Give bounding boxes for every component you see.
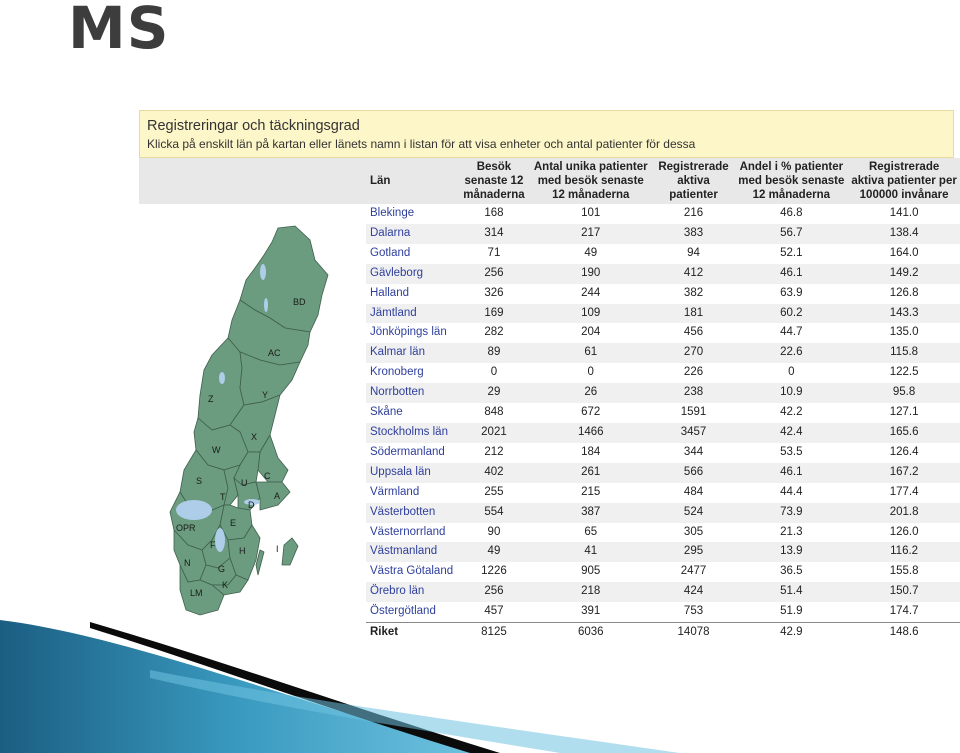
visits-cell: 256: [459, 582, 529, 602]
table-header-row: [366, 158, 960, 204]
table-row[interactable]: [366, 443, 960, 463]
map-label-a[interactable]: A: [274, 491, 281, 501]
table-row[interactable]: [366, 284, 960, 304]
share-percent-cell: 44.4: [780, 485, 803, 498]
info-banner: [139, 110, 954, 158]
county-name-link[interactable]: Östergötland: [370, 605, 436, 618]
map-label-opr[interactable]: OPR: [176, 523, 196, 533]
table-row[interactable]: [366, 423, 960, 443]
county-name-link[interactable]: Kronoberg: [370, 366, 424, 379]
active-patients-cell: 216: [683, 207, 704, 219]
banner-instruction: Klicka på enskilt län på kartan eller länets namn i listan för att visa enheter och antal patienter för dessa: [147, 137, 696, 151]
share-percent-cell: 51.9: [780, 605, 803, 618]
visits-cell: 2021: [459, 423, 529, 443]
unique-patients-cell: 672: [581, 406, 601, 419]
sweden-county-map[interactable]: [160, 220, 365, 620]
share-percent-cell: 46.1: [735, 463, 849, 483]
visits-cell: 457: [484, 605, 504, 618]
unique-patients-cell: 204: [581, 326, 601, 339]
active-patients-cell: 344: [683, 445, 704, 458]
share-percent-cell: 0: [788, 366, 795, 379]
per-100000-cell: 155.8: [889, 565, 919, 578]
active-patients-cell: 382: [683, 286, 704, 299]
county-name-link[interactable]: Västerbotten: [366, 503, 459, 523]
total-label: Riket: [366, 623, 459, 642]
active-patients-cell: 305: [683, 525, 704, 538]
county-name-link[interactable]: Skåne: [370, 406, 403, 419]
map-label-ac[interactable]: AC: [268, 348, 281, 358]
share-percent-cell: 42.4: [735, 423, 849, 443]
unique-patients-cell: 65: [584, 525, 598, 538]
header-visits[interactable]: Besök senaste 12 månaderna: [459, 158, 529, 204]
header-active-patients[interactable]: Registrerade aktiva patienter: [653, 158, 735, 204]
active-patients-cell: 270: [653, 343, 735, 363]
unique-patients-cell: 61: [529, 343, 653, 363]
table-row[interactable]: [366, 304, 960, 324]
unique-patients-cell: 184: [581, 445, 601, 458]
banner-title: Registreringar och täckningsgrad: [147, 118, 360, 134]
share-percent-cell: 51.4: [735, 582, 849, 602]
share-percent-cell: 52.1: [780, 246, 803, 259]
unique-patients-cell: 218: [529, 582, 653, 602]
visits-cell: 282: [484, 326, 504, 339]
unique-patients-cell: 391: [581, 605, 601, 618]
table-row[interactable]: [366, 463, 960, 483]
map-label-f[interactable]: F: [210, 540, 216, 550]
active-patients-cell: 1591: [680, 406, 707, 419]
active-patients-cell: 94: [687, 246, 700, 259]
county-name-link[interactable]: Norrbotten: [366, 383, 459, 403]
county-name-link[interactable]: Värmland: [370, 485, 420, 498]
unique-patients-cell: 261: [529, 463, 653, 483]
share-percent-cell: 56.7: [735, 224, 849, 244]
table-row[interactable]: [366, 343, 960, 363]
share-percent-cell: 13.9: [735, 542, 849, 562]
active-patients-cell: 566: [653, 463, 735, 483]
lake-vanern: [176, 500, 212, 520]
map-label-h[interactable]: H: [239, 546, 246, 556]
county-name-link[interactable]: Jämtland: [366, 304, 459, 324]
visits-cell: 554: [459, 503, 529, 523]
unique-patients-cell: 190: [529, 264, 653, 284]
visits-cell: 0: [490, 366, 498, 379]
table-row[interactable]: [366, 542, 960, 562]
table-row[interactable]: [366, 244, 960, 264]
unique-patients-cell: 0: [587, 366, 594, 379]
decorative-swoosh: [0, 600, 960, 753]
unique-patients-cell: 41: [529, 542, 653, 562]
active-patients-cell: 424: [653, 582, 735, 602]
visits-cell: 71: [487, 246, 501, 259]
active-patients-cell: 2477: [680, 565, 707, 578]
map-label-s[interactable]: S: [196, 476, 203, 486]
table-row[interactable]: [366, 503, 960, 523]
active-patients-cell: 226: [683, 366, 704, 379]
visits-cell: 402: [459, 463, 529, 483]
per-100000-cell: 141.0: [889, 207, 919, 219]
table-row[interactable]: [366, 523, 960, 543]
active-patients-cell: 383: [653, 224, 735, 244]
map-label-e[interactable]: E: [230, 518, 237, 528]
per-100000-cell: 115.8: [848, 343, 960, 363]
unique-patients-cell: 244: [581, 286, 601, 299]
per-100000-cell: 138.4: [848, 224, 960, 244]
map-label-u[interactable]: U: [241, 478, 248, 488]
map-label-x[interactable]: X: [251, 432, 258, 442]
per-100000-cell: 116.2: [848, 542, 960, 562]
table-row[interactable]: [366, 483, 960, 503]
unique-patients-cell: 1466: [529, 423, 653, 443]
visits-cell: 168: [484, 207, 504, 219]
county-name-link[interactable]: Blekinge: [370, 207, 415, 219]
share-percent-cell: 46.8: [780, 207, 803, 219]
table-row[interactable]: [366, 323, 960, 343]
header-per-100000[interactable]: Registrerade aktiva patienter per 100000 invånare: [848, 158, 960, 204]
county-name-link[interactable]: Örebro län: [366, 582, 459, 602]
county-name-link[interactable]: Gotland: [370, 246, 411, 259]
table-row[interactable]: [366, 562, 960, 582]
table-header-spacer: [139, 158, 366, 204]
map-label-d[interactable]: D: [248, 500, 255, 510]
total-unique-patients: 6036: [529, 623, 653, 642]
county-name-link[interactable]: Västra Götaland: [370, 565, 454, 578]
active-patients-cell: 295: [653, 542, 735, 562]
per-100000-cell: 165.6: [848, 423, 960, 443]
map-region-i[interactable]: [282, 538, 298, 565]
share-percent-cell: 10.9: [735, 383, 849, 403]
unique-patients-cell: 905: [581, 565, 601, 578]
unique-patients-cell: 387: [529, 503, 653, 523]
per-100000-cell: 167.2: [848, 463, 960, 483]
table-row[interactable]: [366, 224, 960, 244]
active-patients-cell: 412: [653, 264, 735, 284]
visits-cell: 169: [459, 304, 529, 324]
visits-cell: 256: [459, 264, 529, 284]
per-100000-cell: 201.8: [848, 503, 960, 523]
active-patients-cell: 524: [653, 503, 735, 523]
share-percent-cell: 63.9: [780, 286, 803, 299]
county-name-link[interactable]: Kalmar län: [366, 343, 459, 363]
map-region-a[interactable]: [256, 482, 290, 510]
header-unique-patients[interactable]: Antal unika patienter med besök senaste 12 månaderna: [529, 158, 653, 204]
per-100000-cell: 122.5: [889, 366, 919, 379]
share-percent-cell: 46.1: [735, 264, 849, 284]
header-lan[interactable]: Län: [366, 158, 459, 204]
county-name-link[interactable]: Västernorrland: [370, 525, 446, 538]
lake-storsjon: [219, 372, 225, 384]
unique-patients-cell: 217: [529, 224, 653, 244]
map-label-k[interactable]: K: [222, 580, 229, 590]
visits-cell: 314: [459, 224, 529, 244]
map-label-g[interactable]: G: [218, 564, 226, 574]
county-name-link[interactable]: Halland: [370, 286, 409, 299]
share-percent-cell: 60.2: [735, 304, 849, 324]
visits-cell: 848: [484, 406, 504, 419]
active-patients-cell: 753: [683, 605, 704, 618]
active-patients-cell: 484: [683, 485, 704, 498]
map-label-lm[interactable]: LM: [190, 588, 203, 598]
per-100000-cell: 95.8: [848, 383, 960, 403]
share-percent-cell: 22.6: [735, 343, 849, 363]
visits-cell: 29: [459, 383, 529, 403]
map-label-n[interactable]: N: [184, 558, 191, 568]
visits-cell: 49: [459, 542, 529, 562]
registration-table: [366, 158, 960, 641]
total-active-patients: 14078: [653, 623, 735, 642]
share-percent-cell: 44.7: [780, 326, 803, 339]
unique-patients-cell: 26: [529, 383, 653, 403]
per-100000-cell: 177.4: [889, 485, 919, 498]
total-share-percent: 42.9: [735, 623, 849, 642]
visits-cell: 212: [484, 445, 504, 458]
lake-vattern: [215, 528, 225, 552]
county-name-link[interactable]: Stockholms län: [366, 423, 459, 443]
per-100000-cell: 126.4: [889, 445, 919, 458]
active-patients-cell: 3457: [653, 423, 735, 443]
per-100000-cell: 135.0: [889, 326, 919, 339]
per-100000-cell: 126.0: [889, 525, 919, 538]
visits-cell: 89: [459, 343, 529, 363]
per-100000-cell: 164.0: [889, 246, 919, 259]
per-100000-cell: 126.8: [889, 286, 919, 299]
share-percent-cell: 21.3: [780, 525, 803, 538]
header-share-percent[interactable]: Andel i % patienter med besök senaste 12 månaderna: [735, 158, 849, 204]
lake-north-2: [264, 298, 268, 312]
table-row[interactable]: [366, 403, 960, 423]
county-name-link[interactable]: Dalarna: [366, 224, 459, 244]
per-100000-cell: 143.3: [848, 304, 960, 324]
per-100000-cell: 127.1: [889, 406, 919, 419]
per-100000-cell: 150.7: [848, 582, 960, 602]
map-label-y[interactable]: Y: [262, 390, 269, 400]
map-label-w[interactable]: W: [212, 445, 221, 455]
county-name-link[interactable]: Västmanland: [366, 542, 459, 562]
total-visits: 8125: [459, 623, 529, 642]
map-label-t[interactable]: T: [220, 492, 226, 502]
visits-cell: 326: [484, 286, 504, 299]
county-name-link[interactable]: Uppsala län: [366, 463, 459, 483]
unique-patients-cell: 101: [581, 207, 601, 219]
table-row[interactable]: [366, 264, 960, 284]
active-patients-cell: 181: [653, 304, 735, 324]
per-100000-cell: 149.2: [848, 264, 960, 284]
share-percent-cell: 73.9: [735, 503, 849, 523]
share-percent-cell: 42.2: [780, 406, 803, 419]
active-patients-cell: 238: [653, 383, 735, 403]
share-percent-cell: 36.5: [780, 565, 803, 578]
per-100000-cell: 174.7: [889, 605, 919, 618]
share-percent-cell: 53.5: [780, 445, 803, 458]
table-row[interactable]: [366, 363, 960, 383]
lake-north-1: [260, 264, 266, 280]
visits-cell: 1226: [481, 565, 507, 578]
unique-patients-cell: 49: [584, 246, 598, 259]
total-per-100000: 148.6: [848, 623, 960, 642]
map-label-bd[interactable]: BD: [293, 297, 306, 307]
slide-title: MS: [68, 0, 170, 62]
map-label-z[interactable]: Z: [208, 394, 214, 404]
visits-cell: 255: [484, 485, 504, 498]
active-patients-cell: 456: [683, 326, 704, 339]
unique-patients-cell: 109: [529, 304, 653, 324]
table-row[interactable]: [366, 383, 960, 403]
map-label-i[interactable]: I: [276, 544, 279, 554]
county-name-link[interactable]: Gävleborg: [366, 264, 459, 284]
county-name-link[interactable]: Södermanland: [370, 445, 445, 458]
county-name-link[interactable]: Jönköpings län: [370, 326, 447, 339]
unique-patients-cell: 215: [581, 485, 601, 498]
map-label-c[interactable]: C: [264, 471, 271, 481]
table-row[interactable]: [366, 204, 960, 224]
visits-cell: 90: [487, 525, 501, 538]
